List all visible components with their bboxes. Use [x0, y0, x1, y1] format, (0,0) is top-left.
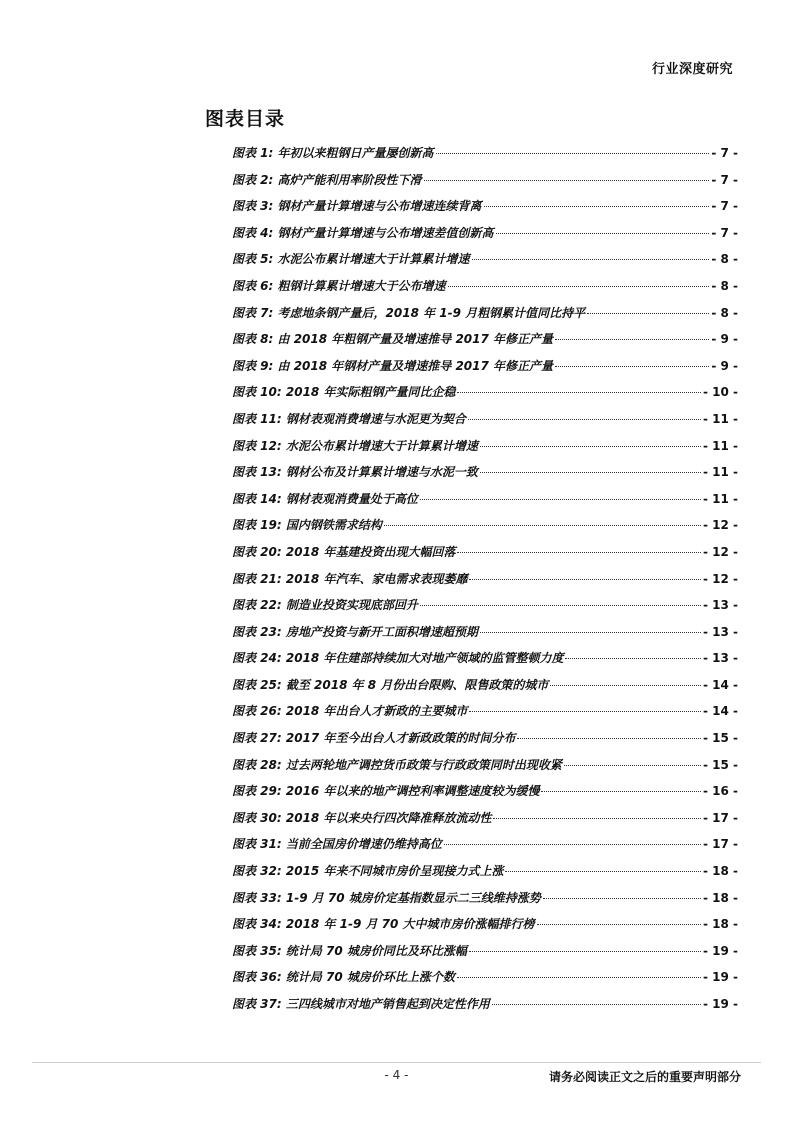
toc-entry-title: 高炉产能利用率阶段性下滑: [277, 172, 422, 187]
toc-entry[interactable]: [232, 223, 738, 250]
toc-entry-label: 图表 5:: [232, 252, 274, 267]
toc-leader-dots: [555, 338, 709, 340]
toc-entry-title: 钢材公布及计算累计增速与水泥一致: [285, 465, 478, 480]
toc-leader-dots: [469, 710, 701, 712]
toc-entry-label: 图表 33:: [232, 890, 282, 905]
toc-entry-label: 图表 37:: [232, 997, 282, 1011]
toc-entry-page: - 12 -: [702, 544, 738, 559]
toc-leader-dots: [505, 870, 701, 872]
toc-entry[interactable]: [232, 808, 738, 835]
toc-entry[interactable]: [232, 569, 738, 596]
toc-leader-dots: [436, 152, 710, 154]
toc-leader-dots: [469, 578, 701, 580]
toc-leader-dots: [496, 232, 710, 234]
toc-entry[interactable]: [232, 356, 738, 383]
toc-entry-title: 由 2018 年粗钢产量及增速推导 2017 年修正产量: [277, 332, 554, 347]
toc-entry[interactable]: [232, 994, 738, 1021]
toc-entry[interactable]: [232, 675, 738, 702]
toc-entry-label: 图表 30:: [232, 810, 282, 825]
toc-leader-dots: [565, 657, 701, 659]
toc-entry-label: 图表 22:: [232, 598, 282, 613]
toc-entry-page: - 14 -: [702, 704, 738, 719]
toc-leader-dots: [384, 524, 701, 526]
toc-entry-title: 2018 年基建投资出现大幅回落: [285, 544, 456, 559]
toc-entry-label: 图表 35:: [232, 943, 282, 958]
toc-entry[interactable]: [232, 276, 738, 303]
toc-leader-dots: [587, 312, 709, 314]
toc-entry-title: 粗钢计算累计增速大于公布增速: [277, 278, 446, 293]
toc-leader-dots: [550, 684, 701, 686]
toc-entry-label: 图表 9:: [232, 358, 274, 373]
toc-entry-page: - 7 -: [711, 225, 738, 240]
toc-leader-dots: [480, 631, 701, 633]
toc-entry[interactable]: [232, 462, 738, 489]
toc-entry-page: - 10 -: [702, 385, 738, 400]
toc-entry[interactable]: [232, 489, 738, 516]
toc-entry-title: 统计局 70 城房价环比上涨个数: [285, 970, 455, 985]
toc-entry-page: - 8 -: [711, 252, 738, 267]
toc-entry[interactable]: [232, 622, 738, 649]
report-category: 行业深度研究: [651, 62, 733, 77]
toc-entry-title: 2015 年来不同城市房价呈现接力式上涨: [285, 864, 504, 879]
disclaimer-note: 请务必阅读正文之后的重要声明部分: [548, 1070, 741, 1084]
toc-entry-title: 钢材表观消费量处于高位: [285, 491, 418, 506]
toc-leader-dots: [472, 258, 710, 260]
toc-entry-label: 图表 1:: [232, 146, 274, 160]
toc-entry-page: - 16 -: [702, 784, 738, 799]
toc-leader-dots: [424, 179, 710, 181]
toc-entry-page: - 7 -: [711, 146, 738, 160]
toc-entry[interactable]: [232, 728, 738, 755]
toc-entry-label: 图表 19:: [232, 518, 282, 533]
toc-leader-dots: [517, 737, 701, 739]
toc-entry-title: 水泥公布累计增速大于计算累计增速: [277, 252, 470, 267]
toc-entry-page: - 13 -: [702, 651, 738, 666]
toc-entry-page: - 18 -: [702, 917, 738, 932]
toc-entry-page: - 8 -: [711, 278, 738, 293]
toc-entry-page: - 13 -: [702, 598, 738, 613]
toc-entry-title: 统计局 70 城房价同比及环比涨幅: [285, 943, 467, 958]
toc-entry-title: 2018 年 1-9 月 70 大中城市房价涨幅排行榜: [285, 917, 535, 932]
toc-leader-dots: [543, 897, 701, 899]
toc-entry-page: - 19 -: [702, 997, 738, 1011]
toc-entry-title: 水泥公布累计增速大于计算累计增速: [285, 438, 478, 453]
toc-entry[interactable]: [232, 515, 738, 542]
toc-entry-label: 图表 3:: [232, 199, 274, 214]
toc-entry-label: 图表 4:: [232, 225, 274, 240]
toc-entry-page: - 13 -: [702, 624, 738, 639]
toc-entry[interactable]: [232, 941, 738, 968]
toc-entry-label: 图表 12:: [232, 438, 282, 453]
toc-entry-label: 图表 32:: [232, 864, 282, 879]
toc-entry[interactable]: [232, 329, 738, 356]
toc-entry-title: 制造业投资实现底部回升: [285, 598, 418, 613]
toc-entry-page: - 11 -: [702, 411, 738, 426]
toc-entry[interactable]: [232, 861, 738, 888]
toc-leader-dots: [457, 551, 701, 553]
toc-entry-title: 三四线城市对地产销售起到决定性作用: [285, 997, 490, 1011]
toc-entry-label: 图表 28:: [232, 757, 282, 772]
toc-entry-page: - 18 -: [702, 890, 738, 905]
toc-entry-label: 图表 34:: [232, 917, 282, 932]
toc-entry-page: - 19 -: [702, 970, 738, 985]
toc-entry[interactable]: [232, 303, 738, 330]
toc-entry-title: 2018 年实际粗钢产量同比企稳: [285, 385, 456, 400]
toc-entry-label: 图表 2:: [232, 172, 274, 187]
toc-entry-title: 国内钢铁需求结构: [285, 518, 382, 533]
toc-entry[interactable]: [232, 542, 738, 569]
toc-leader-dots: [457, 391, 701, 393]
toc-title: 图表目录: [205, 108, 286, 130]
toc-entry-page: - 15 -: [702, 757, 738, 772]
toc-entry[interactable]: [232, 249, 738, 276]
toc-entry-title: 考虑地条钢产量后，2018 年 1-9 月粗钢累计值同比持平: [277, 305, 586, 320]
page-number: - 4 -: [384, 1068, 409, 1082]
toc-entry-page: - 19 -: [702, 943, 738, 958]
toc-entry-title: 过去两轮地产调控货币政策与行政政策同时出现收紧: [285, 757, 562, 772]
toc-entry-label: 图表 36:: [232, 970, 282, 985]
toc-leader-dots: [468, 418, 701, 420]
toc-entry-title: 由 2018 年钢材产量及增速推导 2017 年修正产量: [277, 358, 554, 373]
toc-entry-label: 图表 31:: [232, 837, 282, 852]
toc-entry-label: 图表 10:: [232, 385, 282, 400]
toc-entry-title: 2018 年汽车、家电需求表现萎靡: [285, 571, 468, 586]
toc-entry-title: 当前全国房价增速仍维持高位: [285, 837, 442, 852]
footer-divider: [32, 1062, 761, 1063]
toc-entry-page: - 18 -: [702, 864, 738, 879]
toc-entry[interactable]: [232, 755, 738, 782]
toc-entry-page: - 15 -: [702, 731, 738, 746]
toc-entry-label: 图表 20:: [232, 544, 282, 559]
toc-entry-label: 图表 13:: [232, 465, 282, 480]
toc-entry[interactable]: [232, 409, 738, 436]
toc-leader-dots: [444, 843, 701, 845]
toc-entry-label: 图表 29:: [232, 784, 282, 799]
toc-entry-page: - 17 -: [702, 810, 738, 825]
toc-entry-page: - 11 -: [702, 465, 738, 480]
toc-entry-title: 2018 年住建部持续加大对地产领域的监管整顿力度: [285, 651, 564, 666]
toc-leader-dots: [480, 445, 701, 447]
toc-entry-title: 2018 年以来央行四次降准释放流动性: [285, 810, 492, 825]
toc-entry-label: 图表 23:: [232, 624, 282, 639]
toc-leader-dots: [484, 205, 710, 207]
toc-entry-page: - 8 -: [711, 305, 738, 320]
toc-entry[interactable]: [232, 781, 738, 808]
toc-entry-label: 图表 25:: [232, 677, 282, 692]
toc-entry-page: - 9 -: [711, 358, 738, 373]
toc-entry[interactable]: [232, 143, 738, 170]
toc-leader-dots: [492, 1003, 701, 1005]
toc-leader-dots: [480, 471, 701, 473]
toc-entry-title: 钢材产量计算增速与公布增速差值创新高: [277, 225, 494, 240]
toc-leader-dots: [555, 365, 709, 367]
toc-entry-label: 图表 26:: [232, 704, 282, 719]
toc-leader-dots: [457, 976, 701, 978]
toc-leader-dots: [448, 285, 710, 287]
toc-entry-title: 房地产投资与新开工面积增速超预期: [285, 624, 478, 639]
toc-entry-page: - 7 -: [711, 199, 738, 214]
toc-entry-label: 图表 27:: [232, 731, 282, 746]
toc-entry[interactable]: [232, 648, 738, 675]
toc-entry-page: - 12 -: [702, 571, 738, 586]
toc-entry-title: 1-9 月 70 城房价定基指数显示二三线维持涨势: [285, 890, 541, 905]
toc-leader-dots: [420, 604, 701, 606]
toc-entry[interactable]: [232, 382, 738, 409]
toc-entry-page: - 14 -: [702, 677, 738, 692]
toc-entry-page: - 9 -: [711, 332, 738, 347]
toc-entry[interactable]: [232, 196, 738, 223]
toc-entry-title: 截至 2018 年 8 月份出台限购、限售政策的城市: [285, 677, 549, 692]
toc-entry-label: 图表 7:: [232, 305, 274, 320]
toc-entry[interactable]: [232, 701, 738, 728]
toc-entry[interactable]: [232, 170, 738, 197]
toc-entry[interactable]: [232, 914, 738, 941]
toc-entry-title: 钢材表观消费增速与水泥更为契合: [285, 411, 466, 426]
toc-entry-title: 年初以来粗钢日产量屡创新高: [277, 146, 434, 160]
toc-entry[interactable]: [232, 436, 738, 463]
toc-leader-dots: [537, 923, 701, 925]
toc-entry-page: - 11 -: [702, 491, 738, 506]
toc-entry-label: 图表 6:: [232, 278, 274, 293]
table-of-figures: [232, 143, 738, 1021]
toc-entry-label: 图表 8:: [232, 332, 274, 347]
toc-entry-label: 图表 24:: [232, 651, 282, 666]
toc-entry-title: 2018 年出台人才新政的主要城市: [285, 704, 468, 719]
toc-entry-page: - 12 -: [702, 518, 738, 533]
toc-entry[interactable]: [232, 967, 738, 994]
toc-entry-label: 图表 21:: [232, 571, 282, 586]
toc-leader-dots: [541, 790, 701, 792]
toc-entry[interactable]: [232, 888, 738, 915]
toc-entry[interactable]: [232, 595, 738, 622]
toc-entry-title: 2016 年以来的地产调控利率调整速度较为缓慢: [285, 784, 540, 799]
toc-leader-dots: [420, 498, 701, 500]
toc-entry-title: 2017 年至今出台人才新政政策的时间分布: [285, 731, 516, 746]
toc-entry-page: - 17 -: [702, 837, 738, 852]
toc-leader-dots: [564, 764, 701, 766]
toc-leader-dots: [469, 950, 701, 952]
toc-entry-label: 图表 11:: [232, 411, 282, 426]
toc-entry[interactable]: [232, 834, 738, 861]
toc-entry-page: - 11 -: [702, 438, 738, 453]
toc-entry-title: 钢材产量计算增速与公布增速连续背离: [277, 199, 482, 214]
toc-leader-dots: [493, 817, 701, 819]
toc-entry-page: - 7 -: [711, 172, 738, 187]
toc-entry-label: 图表 14:: [232, 491, 282, 506]
